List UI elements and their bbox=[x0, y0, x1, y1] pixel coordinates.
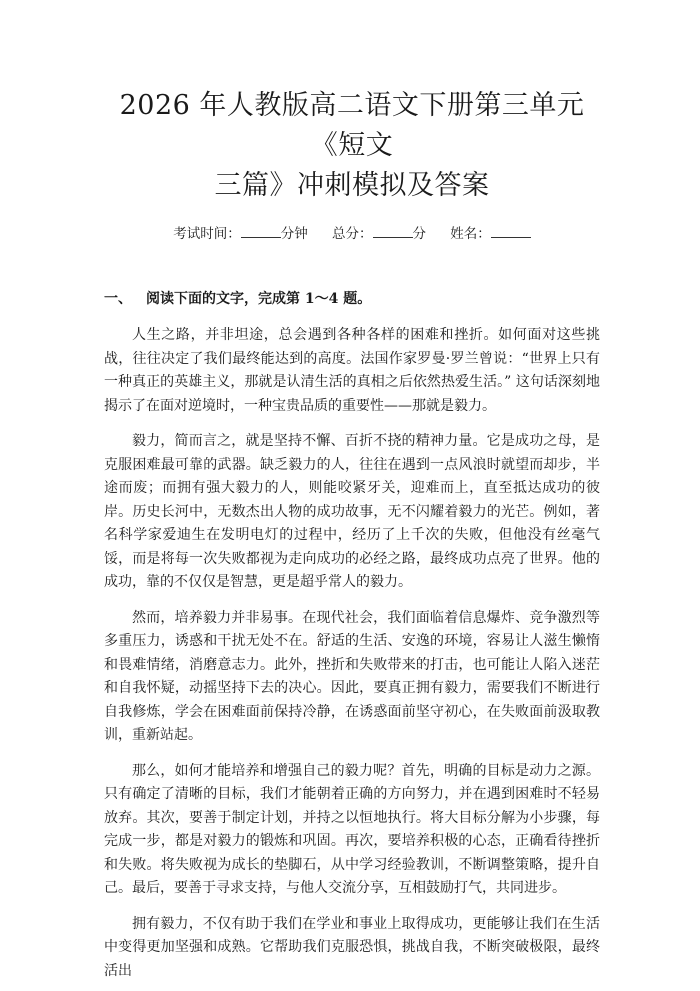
document-title bbox=[104, 86, 600, 206]
exam-time bbox=[173, 226, 312, 242]
exam-time-blank[interactable] bbox=[241, 225, 281, 238]
section-number: 一、 bbox=[104, 291, 132, 307]
exam-name-label: 姓名： bbox=[450, 226, 491, 242]
paragraph-5: 拥有毅力，不仅有助于我们在学业和事业上取得成功，更能够让我们在生活中变得更加坚强和成熟。它帮助我们克服恐惧，挑战自我，不断突破极限，最终活出 bbox=[104, 915, 600, 979]
exam-info-line bbox=[104, 224, 600, 244]
exam-time-unit: 分钟 bbox=[280, 226, 308, 242]
section-instruction: 阅读下面的文字，完成第 1～4 题。 bbox=[146, 291, 372, 307]
paragraph-1: 人生之路，并非坦途，总会遇到各种各样的困难和挫折。如何面对这些挑战，往往决定了我们最终能达到的高度。法国作家罗曼·罗兰曾说：“世界上只有一种真正的英雄主义，那就是认清生活的真相之后依然热爱生活。” 这句话深刻地揭示了在面对逆境时，一种宝贵品质的重要性——那就是毅力。 bbox=[104, 327, 600, 414]
paragraph-2: 毅力，简而言之，就是坚持不懈、百折不挠的精神力量。它是成功之母，是克服困难最可靠的武器。缺乏毅力的人，往往在遇到一点风浪时就望而却步，半途而废；而拥有强大毅力的人，则能咬紧牙关，迎难而上，直至抵达成功的彼岸。历史长河中，无数杰出人物的成功故事，无不闪耀着毅力的光芒。例如，著名科学家爱迪生在发明电灯的过程中，经历了上千次的失败，但他没有丝毫气馁，而是将每一次失败都视为走向成功的必经之路，最终成功点亮了世界。他的成功，靠的不仅仅是智慧，更是超乎常人的毅力。 bbox=[104, 433, 600, 590]
exam-score-unit: 分 bbox=[412, 226, 426, 242]
title-line-2: 三篇》冲刺模拟及答案 bbox=[214, 170, 490, 201]
section-heading bbox=[104, 288, 600, 310]
exam-score-label: 总分： bbox=[332, 226, 373, 242]
exam-time-label: 考试时间： bbox=[173, 226, 241, 242]
exam-score-blank[interactable] bbox=[373, 225, 413, 238]
paragraph-3: 然而，培养毅力并非易事。在现代社会，我们面临着信息爆炸、竞争激烈等多重压力，诱惑和干扰无处不在。舒适的生活、安逸的环境，容易让人滋生懒惰和畏难情绪，消磨意志力。此外，挫折和失败带来的打击，也可能让人陷入迷茫和自我怀疑，动摇坚持下去的决心。因此，要真正拥有毅力，需要我们不断进行自我修炼，学会在困难面前保持冷静，在诱惑面前坚守初心，在失败面前汲取教训，重新站起。 bbox=[104, 609, 600, 743]
document-page bbox=[0, 86, 700, 991]
exam-score bbox=[332, 226, 430, 242]
title-line-1: 2026 年人教版高二语文下册第三单元《短文 bbox=[119, 90, 585, 161]
exam-name-blank[interactable] bbox=[491, 225, 531, 238]
paragraph-4: 那么，如何才能培养和增强自己的毅力呢？首先，明确的目标是动力之源。只有确定了清晰的目标，我们才能朝着正确的方向努力，并在遇到困难时不轻易放弃。其次，要善于制定计划，并持之以恒地执行。将大目标分解为小步骤，每完成一步，都是对毅力的锻炼和巩固。再次，要培养积极的心态，正确看待挫折和失败。将失败视为成长的垫脚石，从中学习经验教训，不断调整策略，提升自己。最后，要善于寻求支持，与他人交流分享，互相鼓励打气，共同进步。 bbox=[104, 762, 600, 896]
exam-name bbox=[450, 226, 531, 242]
